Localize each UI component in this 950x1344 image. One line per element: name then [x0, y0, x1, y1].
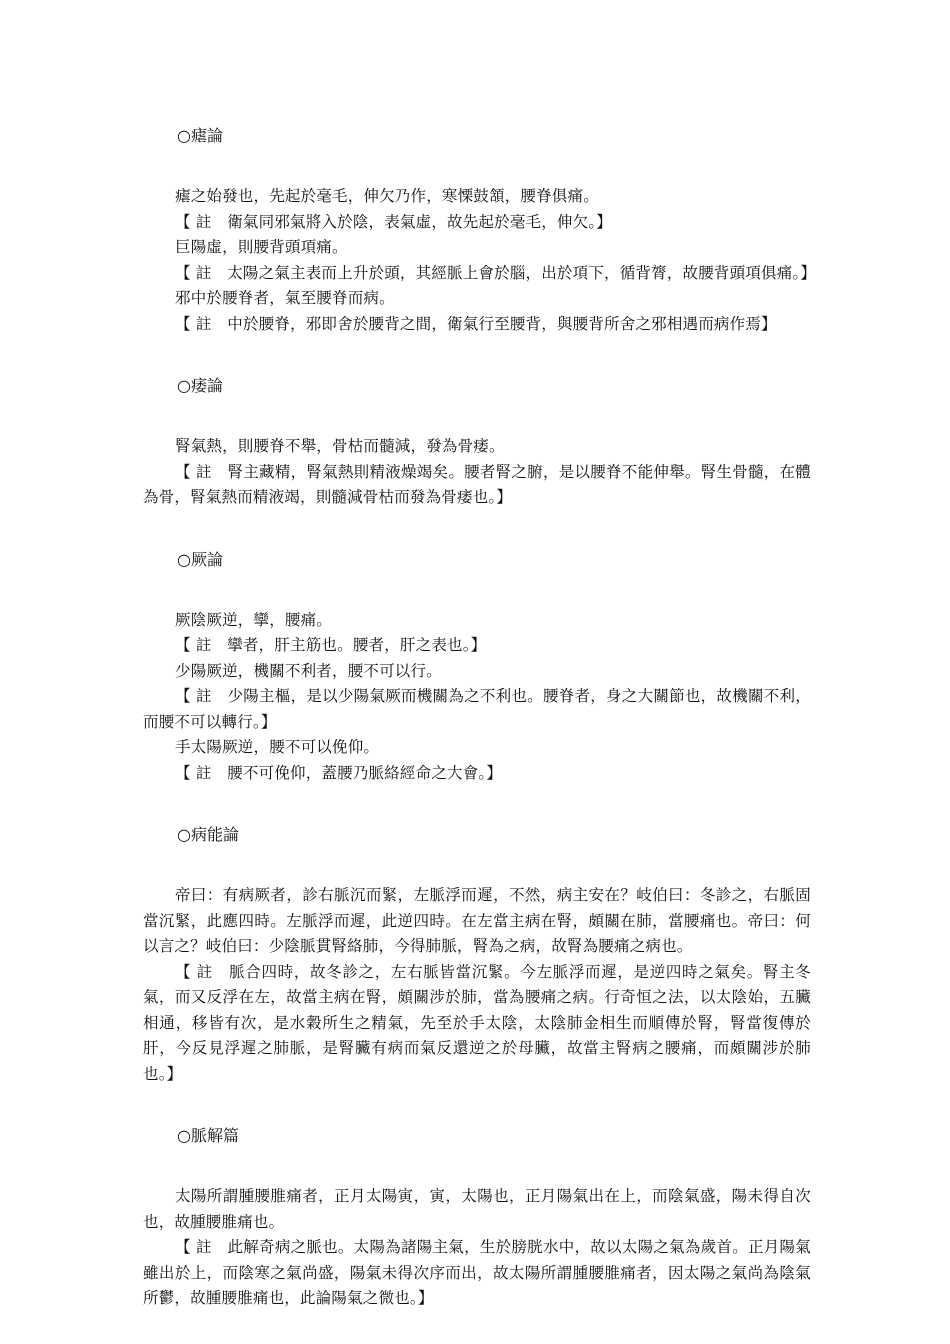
body-paragraph: 帝曰：有病厥者，診右脈沉而緊，左脈浮而遲，不然，病主安在？岐伯曰：冬診之，右脈固當沉緊，此應四時。左脈浮而遲，此逆四時。在左當主病在腎，頗關在肺，當腰痛也。帝曰：何以言之？岐伯曰：少陰脈貫腎絡肺，今得肺脈，腎為之病，故腎為腰痛之病也。 — [143, 886, 811, 955]
annotation-paragraph: 【 註 脈合四時，故冬診之，左右脈皆當沉緊。今左脈浮而遲，是逆四時之氣矣。腎主冬氣，而又反浮在左，故當主病在腎，頗關涉於肺，當為腰痛之病。行奇恒之法，以太陰始，五臟相通，移皆有次，是水穀所生之精氣，先至於手太陰，太陰肺金相生而順傳於腎，腎當復傳於肝，今反見浮遲之肺脈，是腎臟有病而氣反還逆之於母臟，故當主腎病之腰痛，而頗關涉於肺也。】 — [143, 962, 811, 1083]
section-heading: ○瘧論 — [177, 126, 223, 145]
document-body — [143, 122, 817, 1312]
body-paragraph: 瘧之始發也，先起於毫毛，伸欠乃作，寒慄鼓頷，腰脊俱痛。 — [175, 187, 599, 205]
body-paragraph: 手太陽厥逆，腰不可以俛仰。 — [175, 738, 380, 756]
annotation-paragraph: 【 註 攣者，肝主筋也。腰者，肝之表也。】 — [175, 636, 487, 654]
body-paragraph: 少陽厥逆，機關不利者，腰不可以行。 — [175, 661, 442, 680]
section-heading: ○痿論 — [177, 376, 223, 395]
body-paragraph: 巨陽虛，則腰背頭項痛。 — [175, 238, 348, 256]
annotation-paragraph: 【 註 此解奇病之脈也。太陽為諸陽主氣，生於膀胱水中，故以太陽之氣為歲首。正月陽氣雖出於上，而陰寒之氣尚盛，陽氣未得次序而出，故太陽所謂腫腰脽痛者，因太陽之氣尚為陰氣所鬱，故腫腰脽痛也，此論陽氣之微也。】 — [143, 1238, 811, 1307]
section-bingnenglun — [143, 821, 811, 1087]
body-paragraph: 厥陰厥逆，攣，腰痛。 — [175, 610, 333, 629]
annotation-paragraph: 【 註 太陽之氣主表而上升於頭，其經脈上會於腦，出於項下，循背膂，故腰背頭項俱痛。】 — [175, 263, 817, 282]
annotation-paragraph: 【 註 腎主藏精，腎氣熱則精液燥竭矣。腰者腎之腑，是以腰脊不能伸舉。腎生骨髓，在體為骨，腎氣熱而精液竭，則髓減骨枯而發為骨痿也。】 — [143, 462, 811, 506]
section-heading: ○厥論 — [177, 549, 223, 569]
body-paragraph: 邪中於腰脊者，氣至腰脊而病。 — [175, 289, 395, 307]
section-heading: ○脈解篇 — [177, 1126, 239, 1145]
annotation-paragraph: 【 註 少陽主樞，是以少陽氣厥而機關為之不利也。腰脊者，身之大關節也，故機關不利，而腰不可以轉行。】 — [143, 687, 811, 731]
section-weilun — [143, 372, 811, 511]
annotation-paragraph: 【 註 腰不可俛仰，蓋腰乃脈絡經命之大會。】 — [175, 763, 503, 782]
section-maijiepian — [143, 1122, 811, 1312]
section-nuelun — [143, 122, 817, 337]
body-paragraph: 腎氣熱，則腰脊不舉，骨枯而髓減，發為骨痿。 — [175, 437, 505, 455]
annotation-paragraph: 【 註 中於腰脊，邪即舍於腰背之間，衛氣行至腰背，與腰背所舍之邪相遇而病作焉】 — [175, 314, 777, 333]
section-heading: ○病能論 — [177, 825, 239, 844]
annotation-paragraph: 【 註 衛氣同邪氣將入於陰，表氣虛，故先起於毫毛，伸欠。】 — [175, 212, 612, 231]
body-paragraph: 太陽所謂腫腰脽痛者，正月太陽寅，寅，太陽也，正月陽氣出在上，而陰氣盛，陽未得自次也，故腫腰脽痛也。 — [143, 1187, 811, 1231]
section-juelun — [143, 546, 811, 787]
